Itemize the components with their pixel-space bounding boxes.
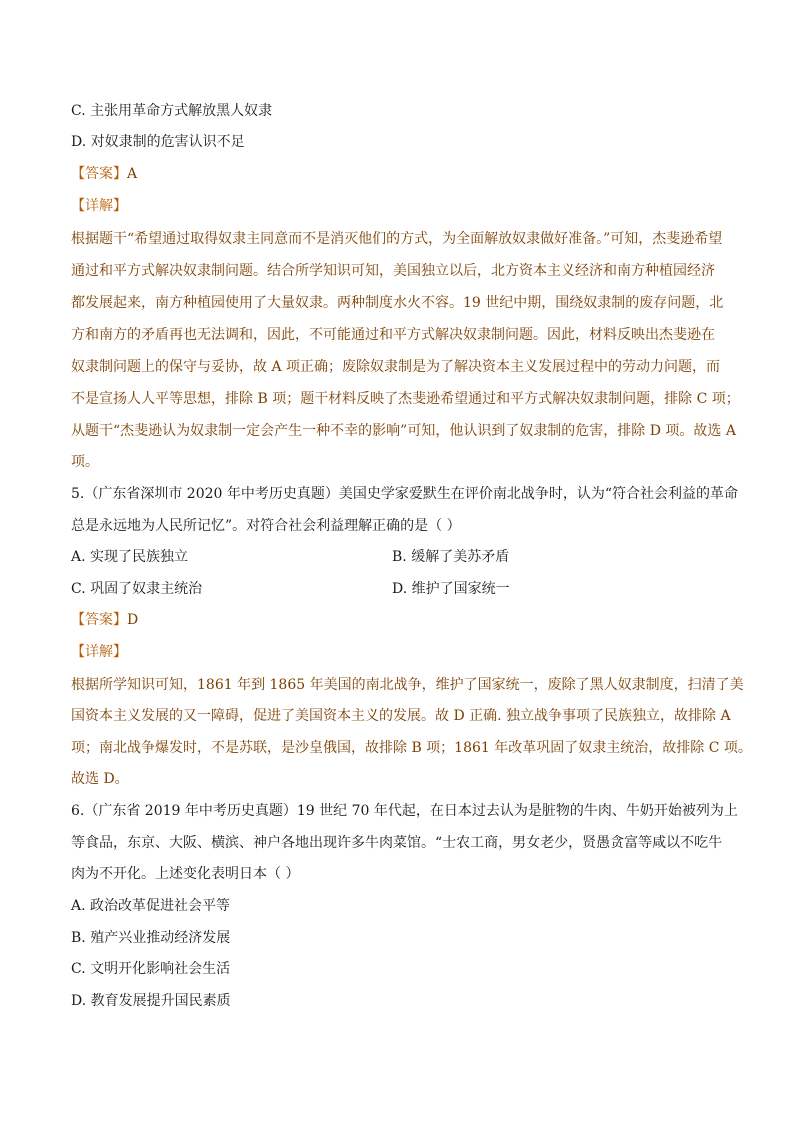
answer-value: A bbox=[127, 166, 138, 182]
q5-explanation-line: 故选 D。 bbox=[71, 771, 129, 787]
q6-stem-line: 肉为不开化。上述变化表明日本（ ） bbox=[71, 866, 300, 882]
answer-tag: 【答案】 bbox=[71, 612, 127, 628]
q6-option-c: C. 文明开化影响社会生活 bbox=[71, 961, 231, 977]
answer-value: D bbox=[127, 612, 139, 628]
q6-stem-line: 等食品，东京、大阪、横滨、神户各地出现许多牛肉菜馆。“士农工商，男女老少，贤愚贪富等咸以不吃牛 bbox=[71, 835, 723, 851]
q5-explanation-line: 项；南北战争爆发时，不是苏联，是沙皇俄国，故排除 B 项；1861 年改革巩固了奴隶主统治，故排除 C 项。 bbox=[71, 740, 752, 756]
q5-option-a: A. 实现了民族独立 bbox=[71, 549, 189, 565]
detail-tag: 【详解】 bbox=[71, 644, 127, 660]
q4-explanation-line: 从题干“杰斐逊认为奴隶制一定会产生一种不幸的影响”可知，他认识到了奴隶制的危害，排除 D 项。故选 A bbox=[71, 423, 736, 439]
q6-option-d: D. 教育发展提升国民素质 bbox=[71, 993, 231, 1009]
q5-option-b: B. 缓解了美苏矛盾 bbox=[392, 549, 510, 565]
q4-explanation-line: 项。 bbox=[71, 454, 99, 470]
q5-option-d: D. 维护了国家统一 bbox=[392, 581, 510, 597]
q4-explanation-line: 不是宣扬人人平等思想，排除 B 项；题干材料反映了杰斐逊希望通过和平方式解决奴隶制问题，排除 C 项； bbox=[71, 391, 740, 407]
q6-option-a: A. 政治改革促进社会平等 bbox=[71, 898, 231, 914]
q4-explanation-line: 根据题干“希望通过取得奴隶主同意而不是消灭他们的方式，为全面解放奴隶做好准备。”可知，杰斐逊希望 bbox=[71, 231, 723, 247]
answer-tag: 【答案】 bbox=[71, 166, 127, 182]
q6-option-b: B. 殖产兴业推动经济发展 bbox=[71, 930, 231, 946]
q4-option-c: C. 主张用革命方式解放黑人奴隶 bbox=[71, 103, 273, 119]
q5-explanation-line: 根据所学知识可知，1861 年到 1865 年美国的南北战争，维护了国家统一，废除了黑人奴隶制度，扫清了美 bbox=[71, 677, 744, 693]
detail-tag: 【详解】 bbox=[71, 198, 127, 214]
q5-stem-line: 总是永远地为人民所记忆”。对符合社会利益理解正确的是（ ） bbox=[71, 518, 461, 534]
q6-stem-line: 6.（广东省 2019 年中考历史真题）19 世纪 70 年代起，在日本过去认为是脏物的牛肉、牛奶开始被列为上 bbox=[71, 803, 738, 819]
q5-explanation-line: 国资本主义发展的又一障碍，促进了美国资本主义的发展。故 D 正确. 独立战争事项了民族独立，故排除 A bbox=[71, 708, 731, 724]
q5-stem-line: 5.（广东省深圳市 2020 年中考历史真题）美国史学家爱默生在评价南北战争时，认为“符合社会利益的革命 bbox=[71, 486, 739, 502]
q4-explanation-line: 奴隶制问题上的保守与妥协，故 A 项正确；废除奴隶制是为了解决资本主义发展过程中的劳动力问题，而 bbox=[71, 359, 721, 375]
q5-answer-line bbox=[71, 610, 138, 630]
q4-answer-line bbox=[71, 164, 137, 184]
q5-option-c: C. 巩固了奴隶主统治 bbox=[71, 581, 203, 597]
q4-explanation-line: 方和南方的矛盾再也无法调和，因此，不可能通过和平方式解决奴隶制问题。因此，材料反映出杰斐逊在 bbox=[71, 327, 715, 343]
q4-option-d: D. 对奴隶制的危害认识不足 bbox=[71, 134, 245, 150]
q4-explanation-line: 通过和平方式解决奴隶制问题。结合所学知识可知，美国独立以后，北方资本主义经济和南方种植园经济 bbox=[71, 263, 715, 279]
q4-explanation-line: 都发展起来，南方种植园使用了大量奴隶。两种制度水火不容。19 世纪中期，围绕奴隶制的废存问题，北 bbox=[71, 295, 724, 311]
